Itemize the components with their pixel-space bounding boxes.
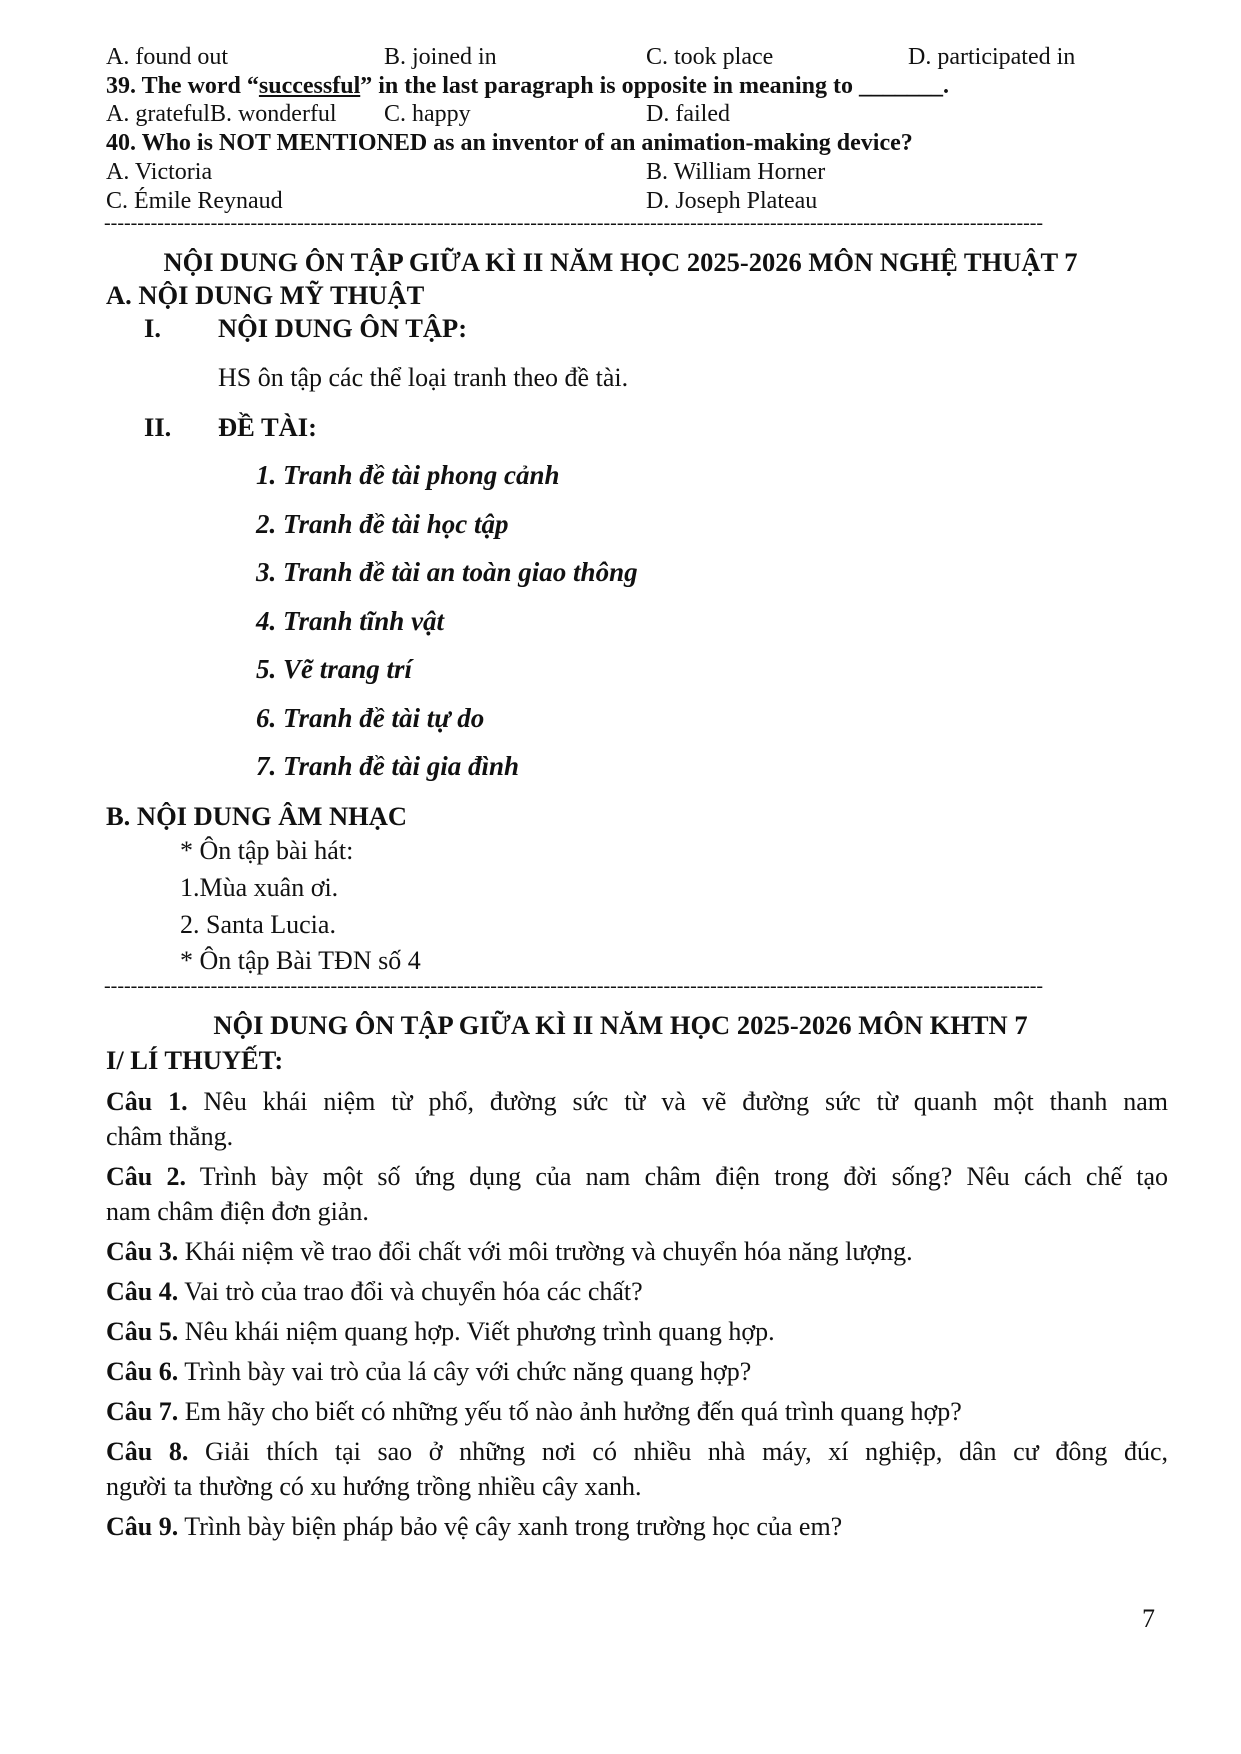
science-section: I/ LÍ THUYẾT: <box>106 1045 284 1075</box>
topic-item: 1. Tranh đề tài phong cảnh <box>256 460 560 490</box>
music-line: 2. Santa Lucia. <box>180 910 336 939</box>
part2-title: ĐỀ TÀI: <box>218 412 317 442</box>
question-text: Nêu khái niệm từ phổ, đường sức từ và vẽ đường sức từ quanh một thanh nam <box>187 1087 1168 1116</box>
question-item <box>106 1162 1168 1192</box>
topic-item: 3. Tranh đề tài an toàn giao thông <box>256 557 638 587</box>
question-label: Câu 9. <box>106 1512 179 1541</box>
q40-option-a: A. Victoria <box>106 159 213 185</box>
question-item <box>106 1317 775 1347</box>
q40-option-b: B. William Horner <box>646 159 826 185</box>
art-title: NỘI DUNG ÔN TẬP GIỮA KÌ II NĂM HỌC 2025-2026 MÔN NGHỆ THUẬT 7 <box>163 247 1078 277</box>
question-label: Câu 7. <box>106 1397 179 1426</box>
question-text: Em hãy cho biết có những yếu tố nào ảnh hưởng đến quá trình quang hợp? <box>178 1397 962 1426</box>
question-item <box>106 1512 842 1542</box>
q38-option-b: B. joined in <box>384 44 497 70</box>
topic-item: 4. Tranh tĩnh vật <box>256 606 445 636</box>
q38-option-d: D. participated in <box>908 44 1076 70</box>
q39-prefix: 39. The word “ <box>106 73 259 99</box>
q40-option-d: D. Joseph Plateau <box>646 188 818 214</box>
question-label: Câu 1. <box>106 1087 188 1116</box>
question-item <box>106 1437 1168 1467</box>
part1-title: NỘI DUNG ÔN TẬP: <box>218 313 468 343</box>
part2-number: II. <box>144 412 172 442</box>
question-text: Trình bày vai trò của lá cây với chức năng quang hợp? <box>178 1357 752 1386</box>
topic-item: 7. Tranh đề tài gia đình <box>256 751 520 781</box>
question-item <box>106 1237 913 1267</box>
part1-number: I. <box>144 313 161 343</box>
q39-end: . <box>942 73 949 99</box>
question-label: Câu 3. <box>106 1237 179 1266</box>
question-label: Câu 5. <box>106 1317 179 1346</box>
q40-option-c: C. Émile Reynaud <box>106 188 283 214</box>
art-section-b: B. NỘI DUNG ÂM NHẠC <box>106 801 408 831</box>
question-continuation: người ta thường có xu hướng trồng nhiều cây xanh. <box>106 1472 642 1501</box>
topic-item: 5. Vẽ trang trí <box>256 654 413 684</box>
topic-item: 6. Tranh đề tài tự do <box>256 703 485 733</box>
q39-underlined-word: successful <box>258 73 361 99</box>
question-label: Câu 4. <box>106 1277 179 1306</box>
question-item <box>106 1277 643 1307</box>
question-text: Trình bày một số ứng dụng của nam châm điện trong đời sống? Nêu cách chế tạo <box>186 1162 1169 1191</box>
q38-option-c: C. took place <box>646 44 774 70</box>
q39-suffix: ” in the last paragraph is opposite in meaning to <box>360 73 859 99</box>
music-line: * Ôn tập bài hát: <box>180 836 354 865</box>
section-divider: --------------------------------------------------------------------------------------------------------------------------------------------- <box>104 212 1044 234</box>
music-line: 1.Mùa xuân ơi. <box>180 873 339 902</box>
q39-option-d: D. failed <box>646 101 730 127</box>
question-text: Nêu khái niệm quang hợp. Viết phương trình quang hợp. <box>178 1317 775 1346</box>
question-text: Vai trò của trao đổi và chuyển hóa các chất? <box>178 1277 643 1306</box>
question-40: 40. Who is NOT MENTIONED as an inventor of an animation-making device? <box>106 130 913 156</box>
q39-option-c: C. happy <box>384 101 471 127</box>
question-item <box>106 1397 962 1427</box>
q39-blank: _______ <box>858 73 943 99</box>
question-item <box>106 1357 751 1387</box>
music-line: * Ôn tập Bài TĐN số 4 <box>180 946 421 975</box>
q38-option-a: A. found out <box>106 44 228 70</box>
question-continuation: châm thẳng. <box>106 1122 234 1151</box>
topic-item: 2. Tranh đề tài học tập <box>256 509 509 539</box>
question-text: Giải thích tại sao ở những nơi có nhiều nhà máy, xí nghiệp, dân cư đông đúc, <box>188 1437 1168 1466</box>
q39-option-ab: A. gratefulB. wonderful <box>106 101 337 127</box>
question-label: Câu 2. <box>106 1162 186 1191</box>
art-section-a: A. NỘI DUNG MỸ THUẬT <box>106 280 425 310</box>
question-label: Câu 8. <box>106 1437 189 1466</box>
page-number: 7 <box>1142 1604 1155 1633</box>
question-39 <box>106 73 949 100</box>
part1-text: HS ôn tập các thể loại tranh theo đề tài. <box>218 363 629 392</box>
section-divider: --------------------------------------------------------------------------------------------------------------------------------------------- <box>104 975 1044 997</box>
question-label: Câu 6. <box>106 1357 179 1386</box>
question-text: Trình bày biện pháp bảo vệ cây xanh trong trường học của em? <box>178 1512 843 1541</box>
question-item <box>106 1087 1168 1117</box>
question-continuation: nam châm điện đơn giản. <box>106 1197 369 1226</box>
question-text: Khái niệm về trao đổi chất với môi trường và chuyển hóa năng lượng. <box>178 1237 913 1266</box>
science-title: NỘI DUNG ÔN TẬP GIỮA KÌ II NĂM HỌC 2025-2026 MÔN KHTN 7 <box>213 1010 1028 1040</box>
